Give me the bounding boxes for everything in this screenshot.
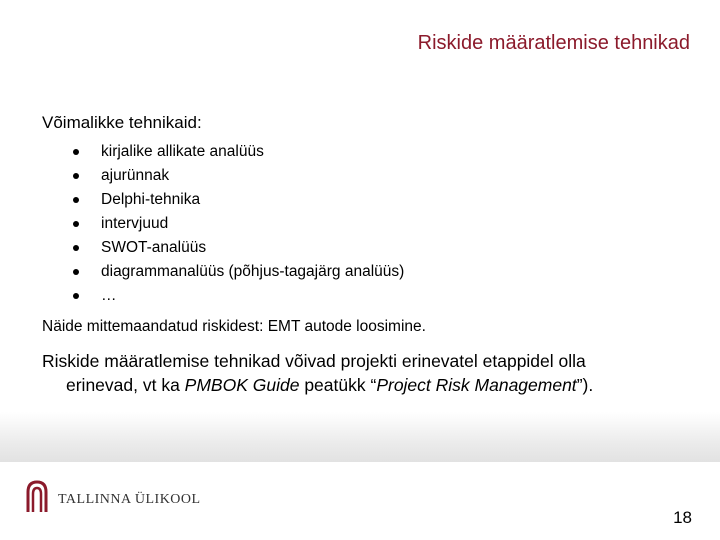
list-item-text: diagrammanalüüs (põhjus-tagajärg analüüs) xyxy=(101,263,405,280)
university-logo-icon xyxy=(25,478,49,514)
bullet-icon xyxy=(73,149,79,155)
note-text: peatükk “ xyxy=(299,375,377,395)
note-line-1: Riskide määratlemise tehnikad võivad projekti erinevatel etappidel olla xyxy=(42,351,586,371)
bullet-icon xyxy=(73,173,79,179)
list-item-text: Delphi-tehnika xyxy=(101,191,201,208)
example-text: Näide mittemaandatud riskidest: EMT autode loosimine. xyxy=(42,318,426,335)
note-text: ”). xyxy=(576,375,594,395)
slide-title: Riskide määratlemise tehnikad xyxy=(417,32,690,54)
note-paragraph xyxy=(42,349,702,397)
list-item-text: SWOT-analüüs xyxy=(101,239,207,256)
bullet-icon xyxy=(73,197,79,203)
list-item-text: kirjalike allikate analüüs xyxy=(101,143,264,160)
list-item-text: … xyxy=(101,287,117,304)
bullet-icon xyxy=(73,293,79,299)
university-name: TALLINNA ÜLIKOOL xyxy=(58,492,201,507)
note-italic-pmbok: PMBOK Guide xyxy=(184,375,300,395)
note-italic-chapter: Project Risk Management xyxy=(376,375,577,395)
bullet-icon xyxy=(73,269,79,275)
page-number: 18 xyxy=(673,508,692,527)
footer-band xyxy=(0,412,720,462)
note-text: erinevad, vt ka xyxy=(66,375,185,395)
list-item-text: intervjuud xyxy=(101,215,169,232)
note-line-2 xyxy=(42,373,702,397)
intro-text: Võimalikke tehnikaid: xyxy=(42,113,202,132)
bullet-icon xyxy=(73,221,79,227)
list-item-text: ajurünnak xyxy=(101,167,170,184)
bullet-icon xyxy=(73,245,79,251)
